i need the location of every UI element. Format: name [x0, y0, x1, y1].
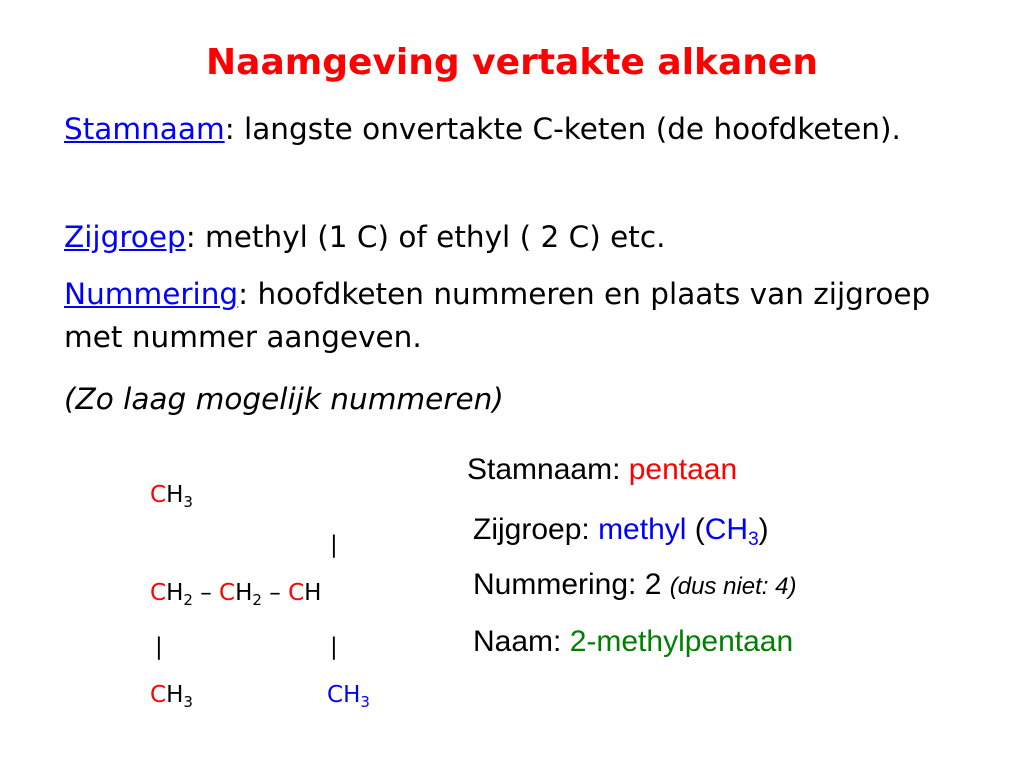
structure-ch3-top: $CH_3$ [150, 482, 193, 511]
term-zijgroep: Zijgroep [64, 220, 186, 254]
structure-bond-vertical-top: | [330, 532, 338, 558]
definition-nummering-text: : hoofdketen nummeren en plaats van zijgroep met nummer aangeven. [64, 277, 931, 354]
info-stamnaam: Stamnaam: pentaan [467, 453, 738, 486]
info-zijgroep: Zijgroep: methyl $(CH_3)$ [473, 513, 769, 550]
structure-ch3-methyl-branch: $CH_3$ [327, 682, 370, 711]
stamnaam-value: pentaan [628, 453, 738, 486]
info-nummering: Nummering: 2 (dus niet: 4) [473, 568, 797, 601]
structure-main-chain: $CH_2 - CH_2$ – CH [150, 580, 322, 609]
structure-ch3-bottom-left: $CH_3$ [150, 682, 193, 711]
structure-bond-vertical-right: | [330, 634, 338, 660]
info-naam: Naam: 2-methylpentaan [473, 625, 794, 658]
definition-zijgroep-text: : methyl (1 C) of ethyl ( 2 C) etc. [185, 220, 666, 254]
naam-value: 2-methylpentaan [569, 625, 794, 658]
term-nummering: Nummering [64, 277, 239, 311]
structure-bond-vertical-left: | [155, 634, 163, 660]
definition-stamnaam [64, 108, 964, 151]
definition-nummering [64, 273, 964, 359]
slide-title: Naamgeving vertakte alkanen [206, 42, 818, 83]
nummering-note: (dus niet: 4) [669, 573, 797, 600]
numbering-note: (Zo laag mogelijk nummeren) [64, 382, 504, 416]
zijgroep-value: methyl [598, 513, 687, 546]
definition-stamnaam-text: : langste onvertakte C-keten (de hoofdketen). [224, 112, 901, 146]
term-stamnaam: Stamnaam [64, 112, 225, 146]
definition-zijgroep [64, 216, 964, 259]
